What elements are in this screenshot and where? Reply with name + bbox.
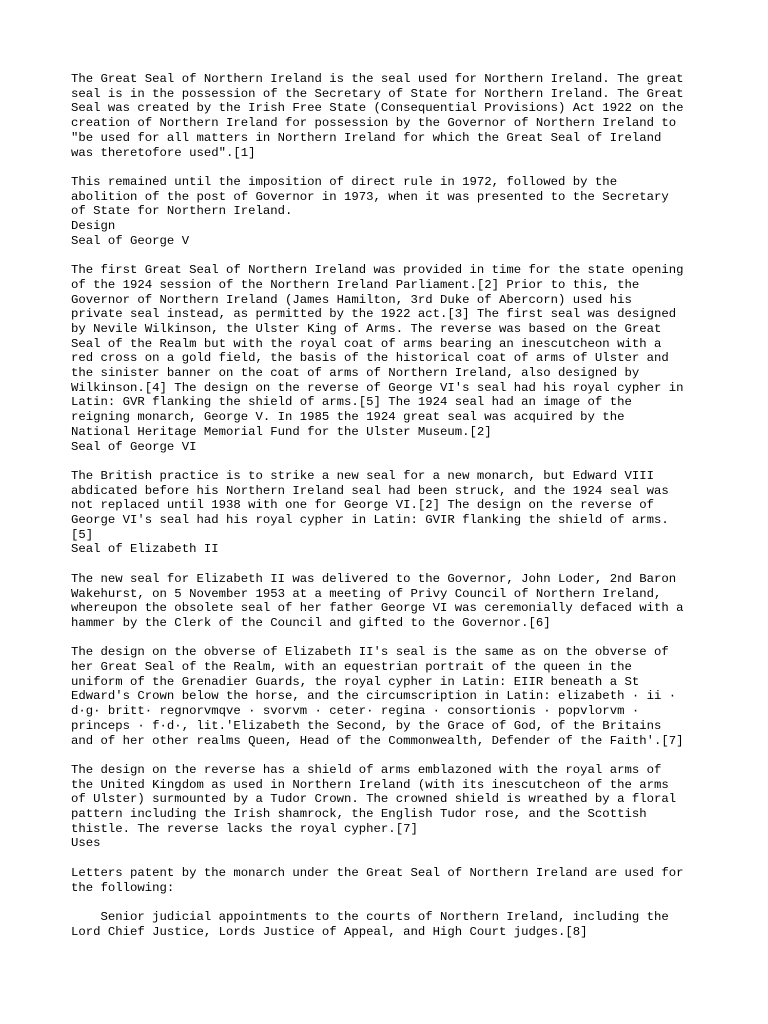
paragraph-elizabeth-reverse: The design on the reverse has a shield of arms emblazoned with the royal arms of the United Kingdom as used in Northern Ireland (with its inescutcheon of the arms of Ulster) surmounted by a Tudor Crown. The crowned shield is wreathed by a floral pattern including the Irish shamrock, the English Tudor rose, and the Scottish thistle. The reverse lacks the royal cypher.[7]	[71, 762, 677, 836]
paragraph-uses: Letters patent by the monarch under the Great Seal of Northern Ireland are used for the following:	[71, 865, 684, 895]
paragraph-gap	[71, 160, 711, 175]
paragraph-direct-rule: This remained until the imposition of direct rule in 1972, followed by the abolition of the post of Governor in 1973, when it was presented to the Secretary of State for Northern Ireland.	[71, 174, 669, 219]
heading-uses: Uses	[71, 836, 101, 851]
paragraph-intro: The Great Seal of Northern Ireland is the seal used for Northern Ireland. The great seal is in the possession of the Secretary of State for Northern Ireland. The Great Seal was created by the Irish Free State (Consequential Provisions) Act 1922 on the creation of Northern Ireland for possession by the Governor of Northern Ireland to "be used for all matters in Northern Ireland for which the Great Seal of Ireland was theretofore used".[1]	[71, 72, 684, 160]
document-body	[71, 72, 711, 939]
paragraph-gap	[71, 454, 711, 469]
paragraph-gap	[71, 748, 711, 763]
paragraph-elizabeth-delivery: The new seal for Elizabeth II was delivered to the Governor, John Loder, 2nd Baron Wakehurst, on 5 November 1953 at a meeting of Privy Council of Northern Ireland, whereupon the obsolete seal of her father George VI was ceremonially defaced with a hammer by the Clerk of the Council and gifted to the Governor.[6]	[71, 571, 684, 630]
paragraph-elizabeth-obverse: The design on the obverse of Elizabeth II's seal is the same as on the obverse of her Great Seal of the Realm, with an equestrian portrait of the queen in the uniform of the Grenadier Guards, the royal cypher in Latin: EIIR beneath a St Edward's Crown below the horse, and the circumscription in Latin: elizabeth · ii · d·g· britt· regnorvmqve · svorvm · ceter· regina · consortionis · popvlorvm · princeps · f·d·, lit.'Elizabeth the Second, by the Grace of God, of the Britains and of her other realms Queen, Head of the Commonwealth, Defender of the Faith'.[7]	[71, 645, 684, 748]
paragraph-gap	[71, 631, 711, 646]
paragraph-george-v: The first Great Seal of Northern Ireland was provided in time for the state opening of the 1924 session of the Northern Ireland Parliament.[2] Prior to this, the Governor of Northern Ireland (James Hamilton, 3rd Duke of Abercorn) used his private seal instead, as permitted by the 1922 act.[3] The first seal was designed by Nevile Wilkinson, the Ulster King of Arms. The reverse was based on the Great Seal of the Realm but with the royal coat of arms bearing an inescutcheon with a red cross on a gold field, the basis of the historical coat of arms of Ulster and the sinister banner on the coat of arms of Northern Ireland, also designed by Wilkinson.[4] The design on the reverse of George VI's seal had his royal cypher in Latin: GVR flanking the shield of arms.[5] The 1924 seal had an image of the reigning monarch, George V. In 1985 the 1924 great seal was acquired by the National Heritage Memorial Fund for the Ulster Museum.[2]	[71, 263, 684, 439]
paragraph-gap	[71, 248, 711, 263]
heading-seal-george-vi: Seal of George VI	[71, 439, 197, 454]
paragraph-george-vi: The British practice is to strike a new seal for a new monarch, but Edward VIII abdicated before his Northern Ireland seal had been struck, and the 1924 seal was not replaced until 1938 with one for George VI.[2] The design on the reverse of George VI's seal had his royal cypher in Latin: GVIR flanking the shield of arms. [5]	[71, 468, 669, 542]
paragraph-gap	[71, 851, 711, 866]
heading-design: Design	[71, 219, 116, 234]
paragraph-gap	[71, 895, 711, 910]
heading-seal-george-v: Seal of George V	[71, 233, 190, 248]
paragraph-gap	[71, 557, 711, 572]
heading-seal-elizabeth-ii: Seal of Elizabeth II	[71, 542, 219, 557]
paragraph-judicial-appointments: Senior judicial appointments to the courts of Northern Ireland, including the Lord Chief Justice, Lords Justice of Appeal, and High Court judges.[8]	[71, 909, 669, 939]
